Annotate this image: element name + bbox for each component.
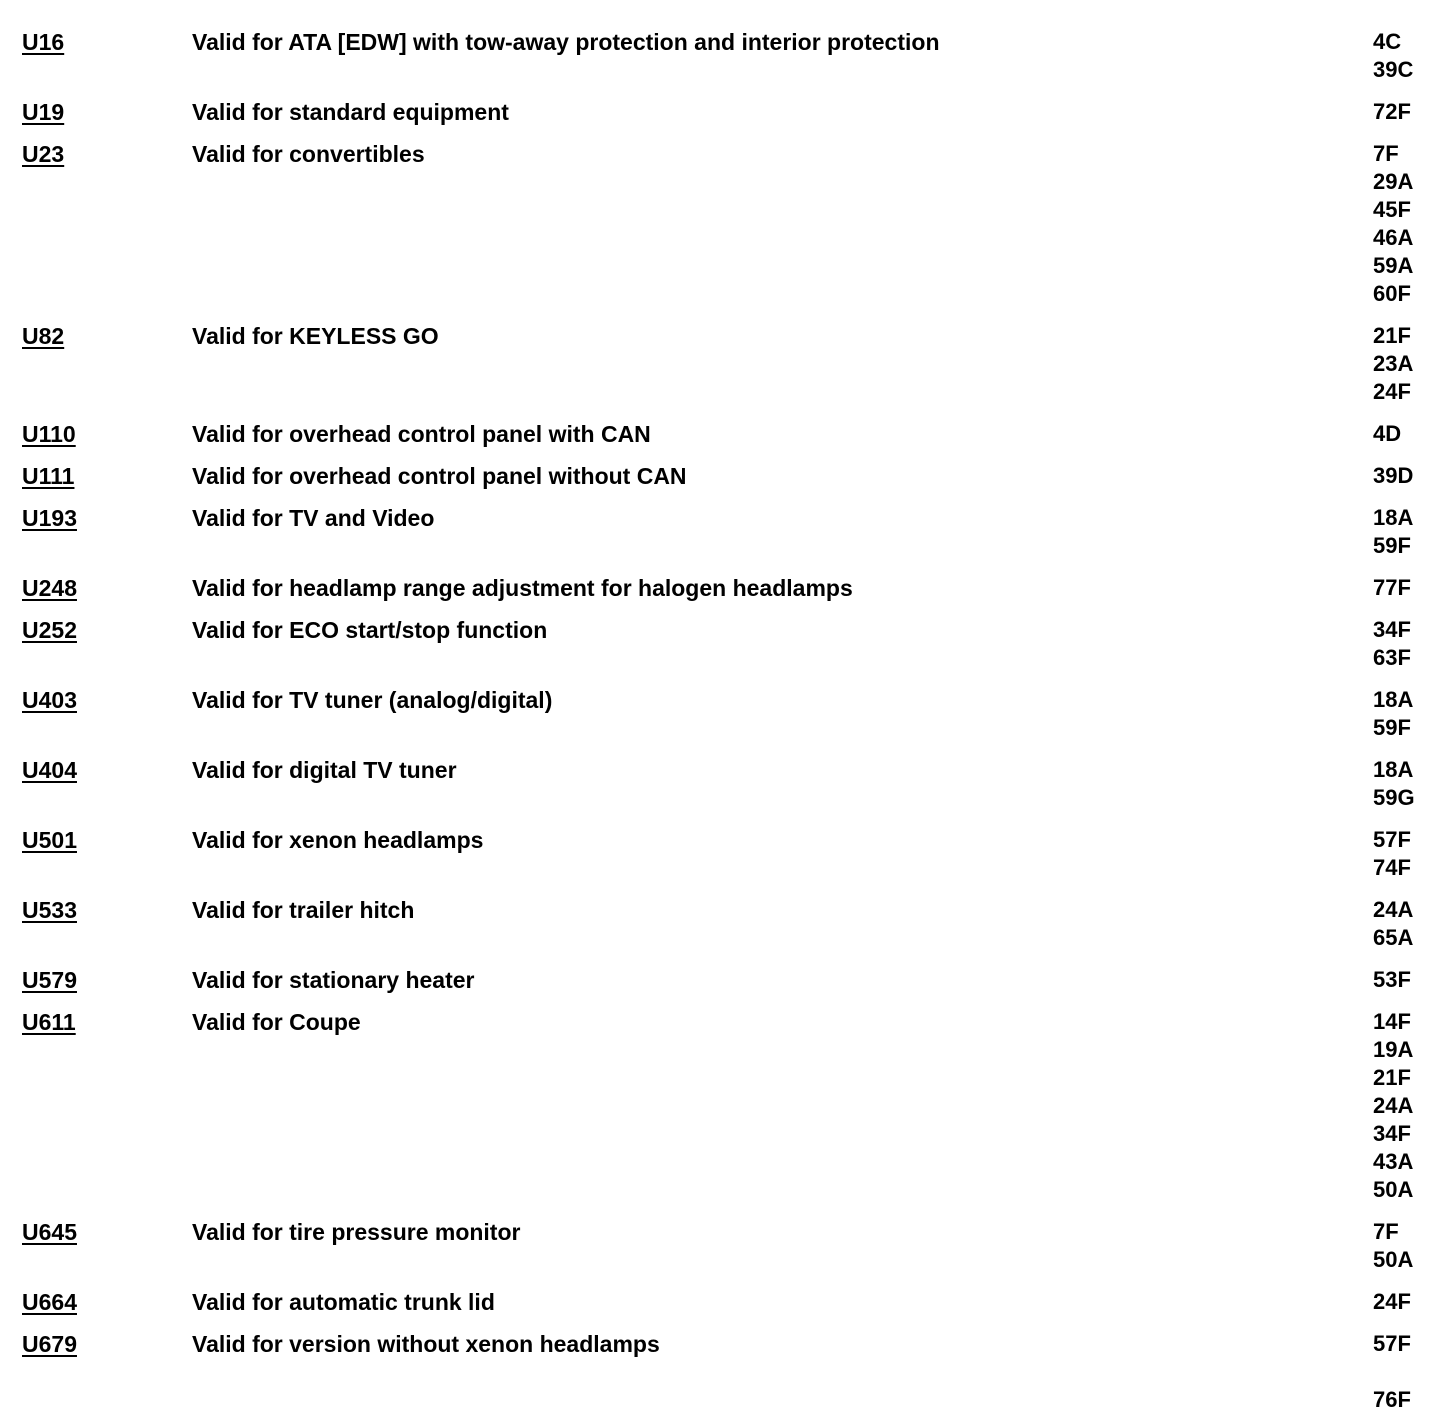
grid-reference-list — [1373, 756, 1415, 812]
table-row — [0, 504, 1456, 574]
validity-description: Valid for trailer hitch — [192, 897, 415, 923]
grid-reference: 21F — [1373, 1065, 1411, 1090]
validity-code-link[interactable]: U252 — [22, 617, 77, 643]
grid-reference-list — [1373, 574, 1411, 602]
grid-reference-list — [1373, 1008, 1413, 1204]
grid-reference: 59F — [1373, 715, 1411, 740]
table-row — [0, 686, 1456, 756]
validity-code-table — [0, 28, 1456, 1428]
validity-description: Valid for digital TV tuner — [192, 757, 457, 783]
grid-reference: 18A — [1373, 757, 1414, 782]
table-row — [0, 1288, 1456, 1330]
grid-reference-list — [1373, 98, 1411, 126]
validity-code-link[interactable]: U19 — [22, 99, 65, 125]
grid-reference-list — [1373, 686, 1413, 742]
table-row — [0, 896, 1456, 966]
table-row — [0, 140, 1456, 322]
grid-reference: 21F — [1373, 323, 1411, 348]
grid-reference: 24A — [1373, 1093, 1414, 1118]
table-row — [0, 1008, 1456, 1218]
validity-code-link[interactable]: U404 — [22, 757, 77, 783]
grid-reference: 74F — [1373, 855, 1411, 880]
validity-description: Valid for headlamp range adjustment for halogen headlamps — [192, 575, 853, 601]
grid-reference-list — [1373, 966, 1411, 994]
grid-reference: 34F — [1373, 1121, 1411, 1146]
grid-reference: 23A — [1373, 351, 1414, 376]
validity-description: Valid for overhead control panel without CAN — [192, 463, 687, 489]
validity-code-link[interactable]: U533 — [22, 897, 77, 923]
grid-reference: 53F — [1373, 967, 1411, 992]
grid-reference-list — [1373, 616, 1411, 672]
validity-code-link[interactable]: U110 — [22, 421, 76, 447]
grid-reference: 34F — [1373, 617, 1411, 642]
validity-code-link[interactable]: U501 — [22, 827, 77, 853]
grid-reference: 57F — [1373, 1331, 1411, 1356]
validity-description: Valid for standard equipment — [192, 99, 509, 125]
grid-reference: 59F — [1373, 533, 1411, 558]
grid-reference: 39D — [1373, 463, 1414, 488]
validity-code-link[interactable]: U193 — [22, 505, 77, 531]
grid-reference: 24F — [1373, 1289, 1411, 1314]
grid-reference-list — [1373, 1218, 1413, 1274]
table-row — [0, 1218, 1456, 1288]
grid-reference: 60F — [1373, 281, 1411, 306]
validity-description: Valid for KEYLESS GO — [192, 323, 439, 349]
grid-reference-list — [1373, 504, 1413, 560]
validity-description: Valid for tire pressure monitor — [192, 1219, 521, 1245]
validity-description: Valid for ATA [EDW] with tow-away protection and interior protection — [192, 29, 940, 55]
grid-reference: 4C — [1373, 29, 1402, 54]
grid-reference: 19A — [1373, 1037, 1414, 1062]
grid-reference: 4D — [1373, 421, 1402, 446]
validity-code-link[interactable]: U403 — [22, 687, 77, 713]
grid-reference-list — [1373, 1288, 1411, 1316]
validity-code-link[interactable]: U82 — [22, 323, 65, 349]
grid-reference: 76F — [1373, 1387, 1411, 1412]
grid-reference: 45F — [1373, 197, 1411, 222]
table-row — [0, 28, 1456, 98]
grid-reference: 29A — [1373, 169, 1414, 194]
grid-reference: 59A — [1373, 253, 1414, 278]
table-row — [0, 322, 1456, 420]
validity-description: Valid for Coupe — [192, 1009, 361, 1035]
grid-reference-list — [1373, 896, 1413, 952]
validity-code-link[interactable]: U23 — [22, 141, 65, 167]
validity-description: Valid for automatic trunk lid — [192, 1289, 495, 1315]
grid-reference: 7F — [1373, 1219, 1399, 1244]
validity-code-link[interactable]: U248 — [22, 575, 77, 601]
validity-code-link[interactable]: U645 — [22, 1219, 77, 1245]
grid-reference-list — [1373, 140, 1413, 308]
table-row — [0, 98, 1456, 140]
grid-reference: 24A — [1373, 897, 1414, 922]
grid-reference: 18A — [1373, 687, 1414, 712]
validity-code-link[interactable]: U111 — [22, 463, 75, 489]
validity-description: Valid for convertibles — [192, 141, 425, 167]
grid-reference: 46A — [1373, 225, 1414, 250]
table-row — [0, 420, 1456, 462]
grid-reference: 39C — [1373, 57, 1414, 82]
grid-reference-list — [1373, 462, 1413, 490]
grid-reference: 65A — [1373, 925, 1414, 950]
validity-code-link[interactable]: U611 — [22, 1009, 76, 1035]
grid-reference: 43A — [1373, 1149, 1414, 1174]
grid-reference: 50A — [1373, 1177, 1414, 1202]
validity-description: Valid for version without xenon headlamps — [192, 1331, 660, 1357]
table-row — [0, 1330, 1456, 1428]
grid-reference: 77F — [1373, 575, 1411, 600]
grid-reference: 14F — [1373, 1009, 1411, 1034]
validity-code-link[interactable]: U679 — [22, 1331, 77, 1357]
grid-reference: 57F — [1373, 827, 1411, 852]
grid-reference: 18A — [1373, 505, 1414, 530]
grid-reference: 50A — [1373, 1247, 1414, 1272]
validity-description: Valid for stationary heater — [192, 967, 475, 993]
grid-reference: 72F — [1373, 99, 1411, 124]
grid-reference: 24F — [1373, 379, 1411, 404]
grid-reference-list — [1373, 420, 1401, 448]
grid-reference: 63F — [1373, 645, 1411, 670]
grid-reference-list — [1373, 1330, 1411, 1414]
table-row — [0, 826, 1456, 896]
grid-reference — [1373, 1358, 1411, 1386]
grid-reference-list — [1373, 826, 1411, 882]
grid-reference-list — [1373, 28, 1413, 84]
validity-code-link[interactable]: U16 — [22, 29, 65, 55]
validity-description: Valid for TV tuner (analog/digital) — [192, 687, 553, 713]
validity-code-link[interactable]: U664 — [22, 1289, 77, 1315]
validity-description: Valid for ECO start/stop function — [192, 617, 548, 643]
validity-description: Valid for xenon headlamps — [192, 827, 484, 853]
table-row — [0, 574, 1456, 616]
grid-reference-list — [1373, 322, 1413, 406]
table-row — [0, 966, 1456, 1008]
grid-reference: 7F — [1373, 141, 1399, 166]
validity-description: Valid for overhead control panel with CAN — [192, 421, 651, 447]
table-row — [0, 756, 1456, 826]
validity-code-link[interactable]: U579 — [22, 967, 77, 993]
table-row — [0, 616, 1456, 686]
grid-reference: 59G — [1373, 785, 1415, 810]
table-row — [0, 462, 1456, 504]
validity-description: Valid for TV and Video — [192, 505, 435, 531]
